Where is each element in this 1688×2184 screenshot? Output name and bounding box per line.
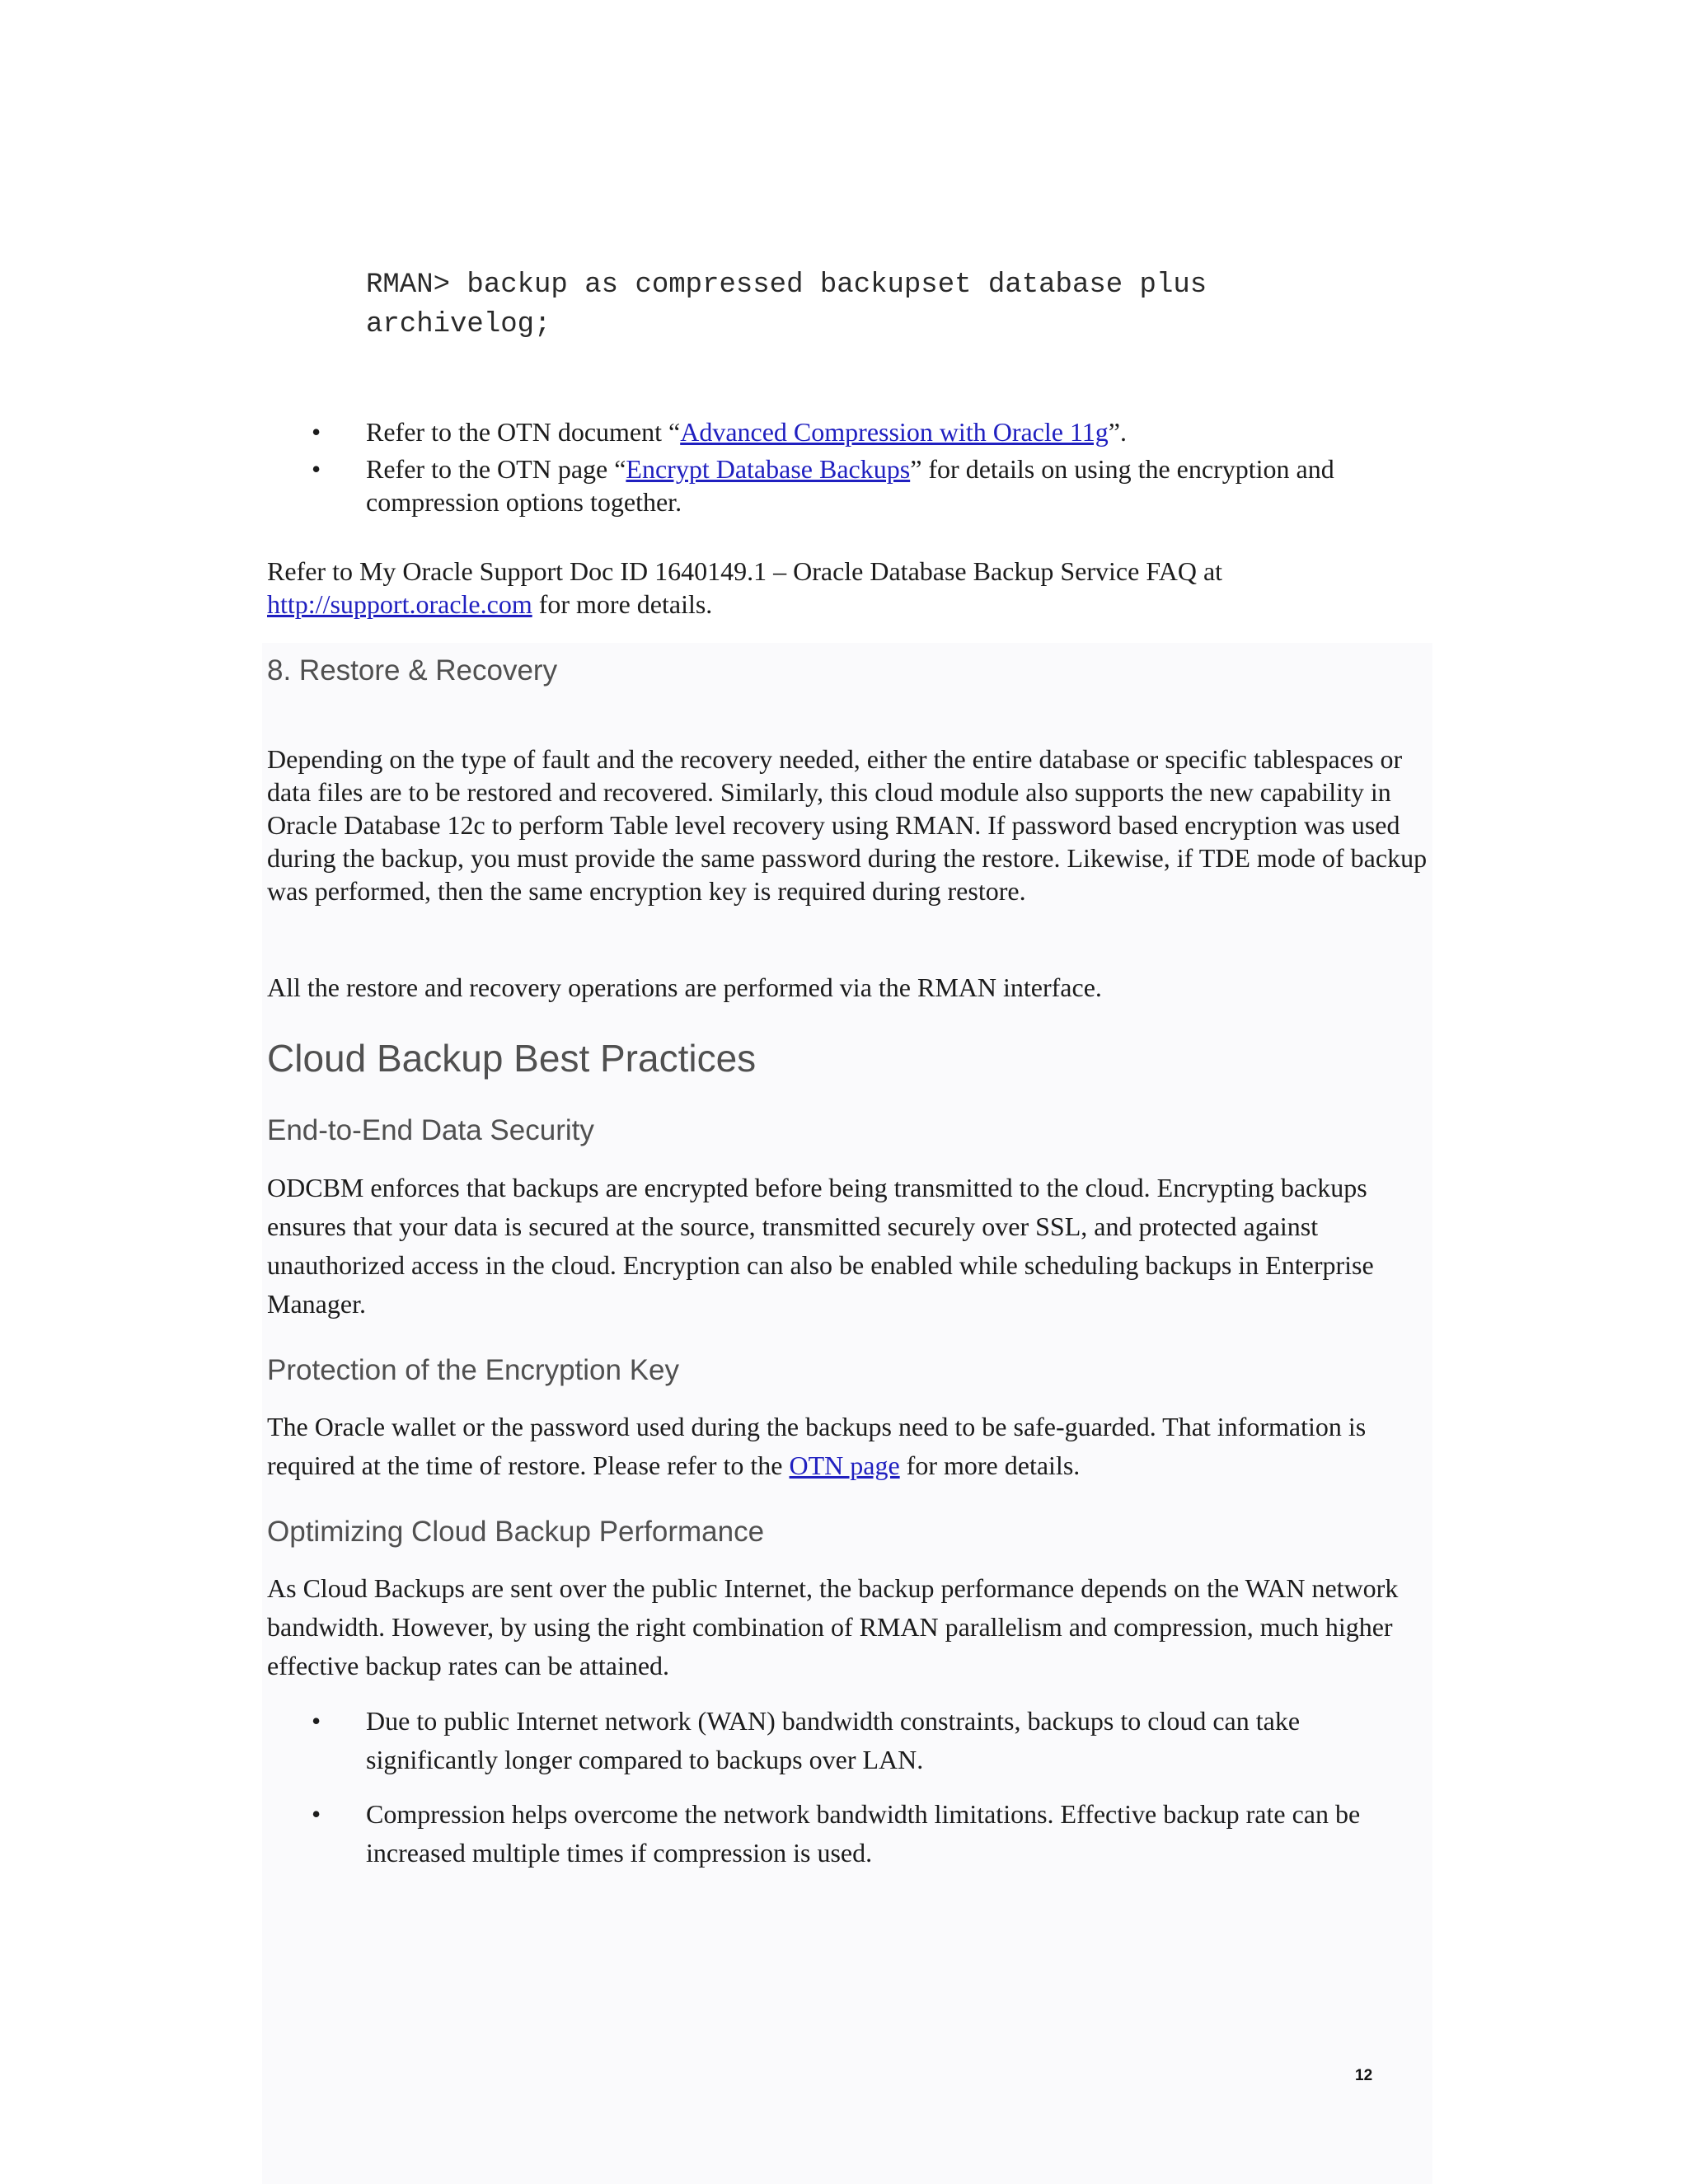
- bullet-text: Compression helps overcome the network bandwidth limitations. Effective backup rate can be increased multiple times if compression is used.: [366, 1799, 1361, 1868]
- data-security-heading: End-to-End Data Security: [267, 1114, 594, 1146]
- bullet-text: Refer to the OTN page “Encrypt Database Backups” for details on using the encryption and compression options together.: [366, 454, 1334, 517]
- list-item: [312, 452, 1441, 518]
- bullet-icon: •: [312, 454, 321, 484]
- bullet-text: Due to public Internet network (WAN) bandwidth constraints, backups to cloud can take significantly longer compared to backups over LAN.: [366, 1706, 1301, 1774]
- bullet-icon: •: [312, 1799, 321, 1829]
- code-line-1: RMAN> backup as compressed backupset database plus: [366, 269, 1207, 301]
- rman-interface-paragraph: All the restore and recovery operations are performed via the RMAN interface.: [267, 972, 1102, 1002]
- best-practices-title: Cloud Backup Best Practices: [267, 1037, 757, 1080]
- bullet-icon: •: [312, 1706, 321, 1736]
- performance-paragraph: As Cloud Backups are sent over the public Internet, the backup performance depends on the WAN network bandwidth. However, by using the right combination of RMAN parallelism and compression, much higher effective backup rates can be attained.: [267, 1573, 1399, 1680]
- restore-paragraph: Depending on the type of fault and the recovery needed, either the entire database or specific tablespaces or data files are to be restored and recovered. Similarly, this cloud module also supports the new capability in Oracle Database 12c to perform Table level recovery using RMAN. If password based encryption was used during the backup, you must provide the same password during the restore. Likewise, if TDE mode of backup was performed, then the same encryption key is required during restore.: [267, 744, 1428, 906]
- list-item: [312, 415, 1441, 448]
- encryption-key-heading: Protection of the Encryption Key: [267, 1354, 679, 1386]
- code-line-2: archivelog;: [366, 309, 551, 340]
- list-item: [312, 1795, 1441, 1872]
- restore-recovery-heading: 8. Restore & Recovery: [267, 654, 558, 687]
- encryption-key-paragraph: The Oracle wallet or the password used during the backups need to be safe-guarded. That information is required at the time of restore. Please refer to the OTN page for more details.: [267, 1412, 1367, 1480]
- bullet-text: Refer to the OTN document “Advanced Compression with Oracle 11g”.: [366, 417, 1127, 447]
- bullet-icon: •: [312, 417, 321, 447]
- support-paragraph: Refer to My Oracle Support Doc ID 1640149.1 – Oracle Database Backup Service FAQ at http://support.oracle.com for more details.: [267, 556, 1223, 619]
- support-oracle-link[interactable]: http://support.oracle.com: [267, 589, 532, 619]
- otn-page-link[interactable]: OTN page: [789, 1451, 900, 1480]
- performance-heading: Optimizing Cloud Backup Performance: [267, 1516, 765, 1548]
- advanced-compression-link[interactable]: Advanced Compression with Oracle 11g: [680, 417, 1109, 447]
- data-security-paragraph: ODCBM enforces that backups are encrypted before being transmitted to the cloud. Encrypting backups ensures that your data is secured at the source, transmitted securely over SSL, and protected against unauthorized access in the cloud. Encryption can also be enabled while scheduling backups in Enterprise Manager.: [267, 1173, 1374, 1319]
- list-item: [312, 1702, 1441, 1779]
- encrypt-database-backups-link[interactable]: Encrypt Database Backups: [626, 454, 911, 484]
- page-number: 12: [1355, 2067, 1373, 2084]
